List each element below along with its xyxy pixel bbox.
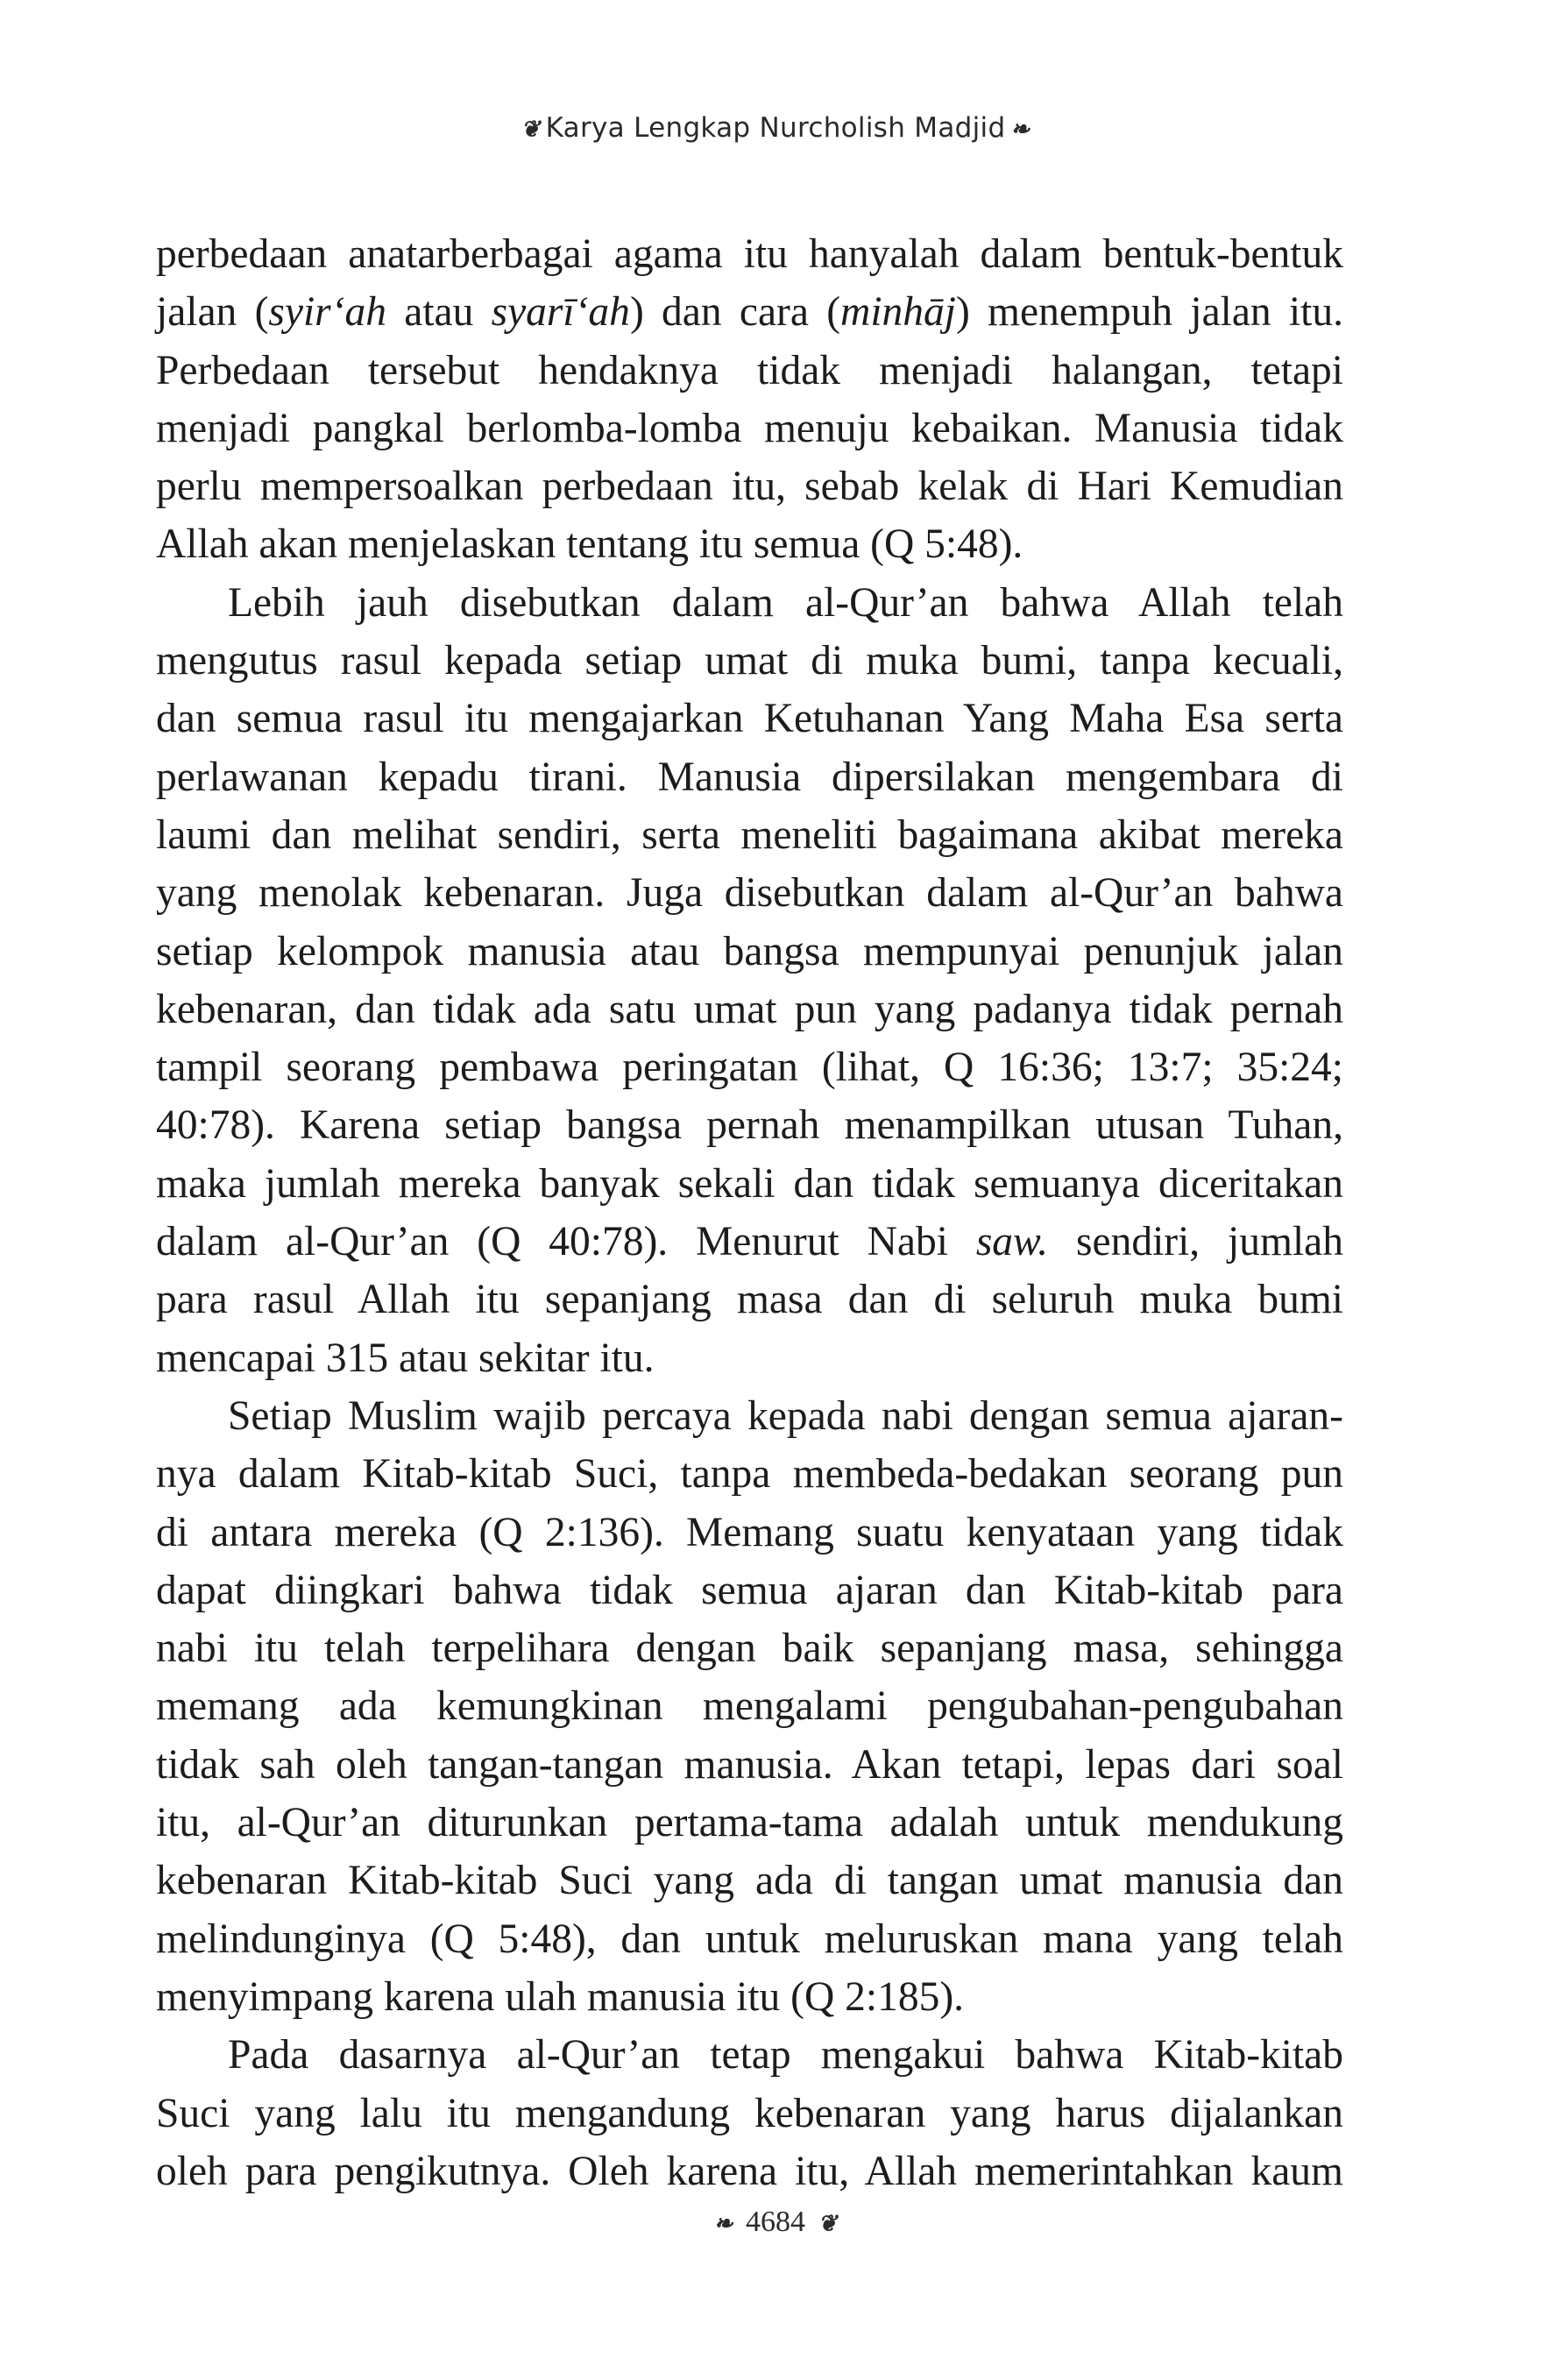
text-line: dalam al-Qur’an (Q 40:78). Menurut Nabi saw. sendiri, jumlah	[156, 1219, 1343, 1265]
italic-term: minhāj	[840, 289, 956, 336]
text-line: Setiap Muslim wajib percaya kepada nabi dengan semua ajaran-	[228, 1392, 1343, 1439]
text-line: melindunginya (Q 5:48), dan untuk meluruskan mana yang telah	[156, 1916, 1343, 1962]
text-line: Pada dasarnya al-Qur’an tetap mengakui bahwa Kitab-kitab	[228, 2032, 1343, 2079]
running-header	[0, 112, 1551, 144]
text-line: mencapai 315 atau sekitar itu.	[156, 1335, 655, 1381]
text-line: nya dalam Kitab-kitab Suci, tanpa membeda-bedakan seorang pun	[156, 1451, 1343, 1498]
footer-left-ornament-icon: ❧	[713, 2211, 733, 2237]
text-line: laumi dan melihat sendiri, serta meneliti bagaimana akibat mereka	[156, 811, 1343, 858]
body-text	[156, 225, 1343, 2200]
text-line: kebenaran Kitab-kitab Suci yang ada di tangan umat manusia dan	[156, 1858, 1343, 1904]
text-line: dapat diingkari bahwa tidak semua ajaran dan Kitab-kitab para	[156, 1567, 1343, 1613]
text-line: setiap kelompok manusia atau bangsa mempunyai penunjuk jalan	[156, 928, 1343, 974]
text-line: dan semua rasul itu mengajarkan Ketuhanan Yang Maha Esa serta	[156, 696, 1343, 742]
text-line: nabi itu telah terpelihara dengan baik sepanjang masa, sehingga	[156, 1626, 1343, 1672]
text-line: para rasul Allah itu sepanjang masa dan di seluruh muka bumi	[156, 1277, 1343, 1323]
text-line: di antara mereka (Q 2:136). Memang suatu kenyataan yang tidak	[156, 1509, 1343, 1555]
text-line: maka jumlah mereka banyak sekali dan tidak semuanya diceritakan	[156, 1160, 1343, 1207]
text-line: yang menolak kebenaran. Juga disebutkan dalam al-Qur’an bahwa	[156, 870, 1343, 917]
text-line: itu, al-Qur’an diturunkan pertama-tama adalah untuk mendukung	[156, 1800, 1343, 1846]
footer-right-ornament-icon: ❦	[818, 2211, 838, 2237]
text-line: perbedaan anatarberbagai agama itu hanyalah dalam bentuk-bentuk	[156, 231, 1343, 277]
text-line: kebenaran, dan tidak ada satu umat pun yang padanya tidak pernah	[156, 986, 1343, 1032]
text-line: oleh para pengikutnya. Oleh karena itu, Allah memerintahkan kaum	[156, 2148, 1343, 2194]
page-number: 4684	[746, 2206, 805, 2238]
text-line: mengutus rasul kepada setiap umat di muka bumi, tanpa kecuali,	[156, 638, 1343, 684]
text-line: Suci yang lalu itu mengandung kebenaran yang harus dijalankan	[156, 2090, 1343, 2136]
text-line: Perbedaan tersebut hendaknya tidak menjadi halangan, tetapi	[156, 347, 1343, 393]
text-line: 40:78). Karena setiap bangsa pernah menampilkan utusan Tuhan,	[156, 1102, 1343, 1149]
text-line: menjadi pangkal berlomba-lomba menuju kebaikan. Manusia tidak	[156, 405, 1343, 451]
italic-term: saw.	[975, 1219, 1049, 1265]
text-line: perlawanan kepadu tirani. Manusia dipersilakan mengembara di	[156, 754, 1343, 800]
text-line: memang ada kemungkinan mengalami pengubahan-pengubahan	[156, 1683, 1343, 1730]
text-line: perlu mempersoalkan perbedaan itu, sebab kelak di Hari Kemudian	[156, 464, 1343, 510]
header-title: Karya Lengkap Nurcholish Madjid	[545, 112, 1006, 144]
text-line: tidak sah oleh tangan-tangan manusia. Akan tetapi, lepas dari soal	[156, 1741, 1343, 1788]
page-footer	[0, 2206, 1551, 2239]
left-ornament-icon: ❦	[521, 117, 541, 143]
text-line: tampil seorang pembawa peringatan (lihat, Q 16:36; 13:7; 35:24;	[156, 1045, 1343, 1091]
text-line: Allah akan menjelaskan tentang itu semua (Q 5:48).	[156, 521, 1023, 568]
right-ornament-icon: ❧	[1010, 117, 1030, 143]
text-line: menyimpang karena ulah manusia itu (Q 2:185).	[156, 1973, 965, 2020]
italic-term: syarī‘ah	[491, 289, 630, 336]
italic-term: syir‘ah	[268, 289, 386, 336]
text-line: Lebih jauh disebutkan dalam al-Qur’an bahwa Allah telah	[228, 579, 1343, 626]
text-line: jalan (syir‘ah atau syarī‘ah) dan cara (minhāj) menempuh jalan itu.	[156, 289, 1343, 336]
